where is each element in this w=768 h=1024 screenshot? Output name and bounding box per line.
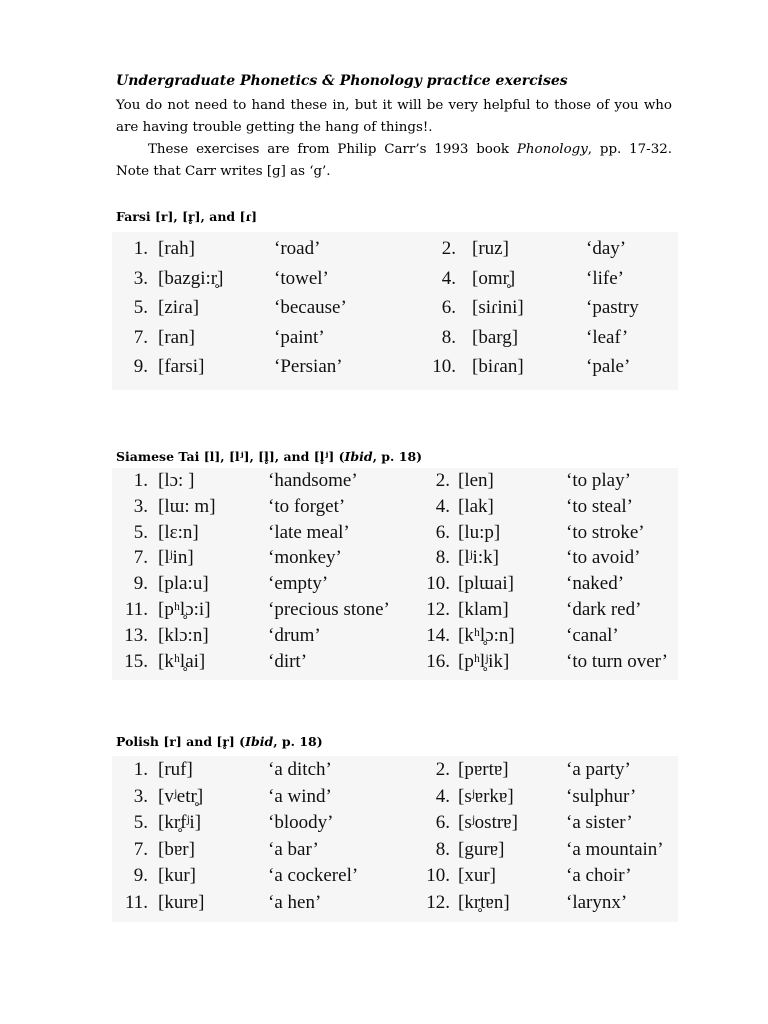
gloss: ‘sulphur’ xyxy=(566,785,637,807)
ipa-transcription: [ran] xyxy=(158,326,195,348)
source-text-end: , pp. 17-32. Note that Carr writes [ɡ] as ‘g’. xyxy=(116,142,673,179)
item-number: 2. xyxy=(435,759,450,780)
ipa-transcription: [barg] xyxy=(472,326,519,348)
gloss: ‘pale’ xyxy=(586,356,631,377)
gloss: ‘towel’ xyxy=(274,267,329,289)
exercise-row xyxy=(116,496,676,522)
item-number: 1. xyxy=(133,470,148,491)
gloss: ‘monkey’ xyxy=(268,547,342,569)
gloss: ‘life’ xyxy=(586,267,624,289)
exercise-row xyxy=(116,786,676,812)
ipa-transcription: [kr̥fʲi] xyxy=(158,812,202,833)
polish-heading-ibid: Ibid xyxy=(245,734,274,749)
gloss: ‘pastry xyxy=(586,297,639,318)
ipa-transcription: [sʲɐrkɐ] xyxy=(458,785,514,807)
gloss: ‘larynx’ xyxy=(566,891,628,913)
siamese-heading xyxy=(116,449,422,464)
ipa-transcription: [biɾan] xyxy=(472,356,524,377)
ipa-transcription: [kr̥tɐn] xyxy=(458,891,510,913)
gloss: ‘to stroke’ xyxy=(566,521,645,543)
exercise-row xyxy=(116,547,676,573)
item-number: 5. xyxy=(133,297,148,318)
exercise-row xyxy=(116,297,676,323)
gloss: ‘Persian’ xyxy=(274,356,343,377)
gloss: ‘road’ xyxy=(274,238,321,259)
ipa-transcription: [pɐrtɐ] xyxy=(458,759,509,780)
item-number: 7. xyxy=(133,547,148,569)
item-number: 11. xyxy=(124,891,148,913)
polish-exercise-table xyxy=(116,759,676,919)
ipa-transcription: [ruz] xyxy=(472,238,509,259)
gloss: ‘dirt’ xyxy=(268,650,308,672)
item-number: 8. xyxy=(441,326,456,348)
gloss: ‘to avoid’ xyxy=(566,547,641,569)
item-number: 10. xyxy=(426,573,450,595)
gloss: ‘to forget’ xyxy=(268,495,346,517)
farsi-exercise-table xyxy=(116,238,676,388)
item-number: 3. xyxy=(133,267,148,289)
exercise-row xyxy=(116,522,676,548)
siamese-exercise-table xyxy=(116,470,676,680)
ipa-transcription: [ruf] xyxy=(158,759,193,780)
ipa-transcription: [lʲi:k] xyxy=(458,547,499,569)
item-number: 15. xyxy=(124,650,148,672)
item-number: 12. xyxy=(426,599,450,620)
ipa-transcription: [kʰl̥ai] xyxy=(158,650,206,672)
ipa-transcription: [lʲin] xyxy=(158,547,194,569)
ipa-transcription: [ziɾa] xyxy=(158,297,200,318)
gloss: ‘a choir’ xyxy=(566,865,632,886)
ipa-transcription: [kurɐ] xyxy=(158,891,205,913)
item-number: 10. xyxy=(426,865,450,886)
item-number: 2. xyxy=(435,470,450,491)
siamese-heading-ibid: Ibid xyxy=(344,449,373,464)
exercise-row xyxy=(116,238,676,264)
ipa-transcription: [xur] xyxy=(458,865,496,886)
ipa-transcription: [pla:u] xyxy=(158,573,209,595)
ipa-transcription: [bɐr] xyxy=(158,838,195,860)
siamese-heading-end: , p. 18) xyxy=(372,449,423,464)
item-number: 3. xyxy=(133,785,148,807)
ipa-transcription: [gurɐ] xyxy=(458,838,505,860)
farsi-heading: Farsi [r], [r̥], and [ɾ] xyxy=(116,209,258,224)
ipa-transcription: [siɾini] xyxy=(472,297,524,318)
item-number: 8. xyxy=(435,838,450,860)
exercise-row xyxy=(116,892,676,918)
gloss: ‘to turn over’ xyxy=(566,650,669,672)
ipa-transcription: [lɛ:n] xyxy=(158,521,199,543)
exercise-row xyxy=(116,356,676,382)
gloss: ‘a cockerel’ xyxy=(268,865,359,886)
gloss: ‘day’ xyxy=(586,238,627,259)
ipa-transcription: [len] xyxy=(458,470,494,491)
ipa-transcription: [lak] xyxy=(458,495,494,517)
page-title: Undergraduate Phonetics & Phonology practice exercises xyxy=(116,73,568,89)
item-number: 1. xyxy=(133,238,148,259)
gloss: ‘naked’ xyxy=(566,573,625,595)
gloss: ‘a mountain’ xyxy=(566,838,664,860)
item-number: 16. xyxy=(426,650,450,672)
exercise-row xyxy=(116,651,676,677)
item-number: 10. xyxy=(432,356,456,377)
exercise-row xyxy=(116,470,676,496)
ipa-transcription: [omr̥] xyxy=(472,267,516,289)
ipa-transcription: [sʲostrɐ] xyxy=(458,812,518,833)
source-paragraph xyxy=(116,139,672,182)
ipa-transcription: [lɔ: ] xyxy=(158,470,195,491)
book-title: Phonology xyxy=(516,142,588,157)
ipa-transcription: [klam] xyxy=(458,599,509,620)
exercise-row xyxy=(116,759,676,785)
item-number: 2. xyxy=(441,238,456,259)
item-number: 6. xyxy=(435,812,450,833)
ipa-transcription: [vʲetr̥] xyxy=(158,785,204,807)
ipa-transcription: [kur] xyxy=(158,865,196,886)
item-number: 7. xyxy=(133,326,148,348)
ipa-transcription: [pʰl̥ʲik] xyxy=(458,650,510,672)
item-number: 4. xyxy=(435,495,450,517)
gloss: ‘to play’ xyxy=(566,470,631,491)
item-number: 12. xyxy=(426,891,450,913)
ipa-transcription: [kʰl̥ɔ:n] xyxy=(458,624,515,646)
gloss: ‘because’ xyxy=(274,297,347,318)
gloss: ‘leaf’ xyxy=(586,326,629,348)
item-number: 14. xyxy=(426,624,450,646)
item-number: 4. xyxy=(441,267,456,289)
polish-heading-start: Polish [r] and [r̥] ( xyxy=(116,734,246,749)
gloss: ‘dark red’ xyxy=(566,599,642,620)
gloss: ‘precious stone’ xyxy=(268,599,390,620)
ipa-transcription: [bazgi:r̥] xyxy=(158,267,224,289)
gloss: ‘late meal’ xyxy=(268,521,350,543)
gloss: ‘to steal’ xyxy=(566,495,634,517)
ipa-transcription: [klɔ:n] xyxy=(158,624,209,646)
item-number: 5. xyxy=(133,812,148,833)
gloss: ‘handsome’ xyxy=(268,470,358,491)
item-number: 7. xyxy=(133,838,148,860)
item-number: 5. xyxy=(133,521,148,543)
gloss: ‘a ditch’ xyxy=(268,759,332,780)
exercise-row xyxy=(116,268,676,294)
gloss: ‘canal’ xyxy=(566,624,619,646)
gloss: ‘paint’ xyxy=(274,326,325,348)
item-number: 6. xyxy=(435,521,450,543)
exercise-row xyxy=(116,839,676,865)
item-number: 9. xyxy=(133,573,148,595)
item-number: 1. xyxy=(133,759,148,780)
polish-heading-end: , p. 18) xyxy=(273,734,323,749)
item-number: 9. xyxy=(133,865,148,886)
item-number: 4. xyxy=(435,785,450,807)
item-number: 11. xyxy=(124,599,148,620)
item-number: 6. xyxy=(441,297,456,318)
gloss: ‘a sister’ xyxy=(566,812,633,833)
ipa-transcription: [farsi] xyxy=(158,356,205,377)
item-number: 9. xyxy=(133,356,148,377)
gloss: ‘a party’ xyxy=(566,759,631,780)
exercise-row xyxy=(116,865,676,891)
ipa-transcription: [lu:p] xyxy=(458,521,501,543)
source-text-start: These exercises are from Philip Carr’s 1993 book xyxy=(148,142,517,157)
ipa-transcription: [lɯ: m] xyxy=(158,495,216,517)
polish-heading xyxy=(116,734,323,749)
intro-paragraph: You do not need to hand these in, but it will be very helpful to those of you who are having trouble getting the hang of things!. xyxy=(116,98,672,135)
ipa-transcription: [rah] xyxy=(158,238,195,259)
item-number: 8. xyxy=(435,547,450,569)
exercise-row xyxy=(116,573,676,599)
exercise-row xyxy=(116,625,676,651)
siamese-heading-start: Siamese Tai [l], [lʲ], [l̥], and [l̥ʲ] ( xyxy=(116,449,345,464)
exercise-row xyxy=(116,599,676,625)
ipa-transcription: [plɯai] xyxy=(458,573,514,595)
item-number: 13. xyxy=(124,624,148,646)
gloss: ‘a bar’ xyxy=(268,838,319,860)
gloss: ‘bloody’ xyxy=(268,812,334,833)
ipa-transcription: [pʰl̥ɔ:i] xyxy=(158,599,211,620)
gloss: ‘drum’ xyxy=(268,624,321,646)
gloss: ‘a hen’ xyxy=(268,891,322,913)
gloss: ‘empty’ xyxy=(268,573,329,595)
gloss: ‘a wind’ xyxy=(268,785,332,807)
exercise-row xyxy=(116,812,676,838)
item-number: 3. xyxy=(133,495,148,517)
exercise-row xyxy=(116,327,676,353)
